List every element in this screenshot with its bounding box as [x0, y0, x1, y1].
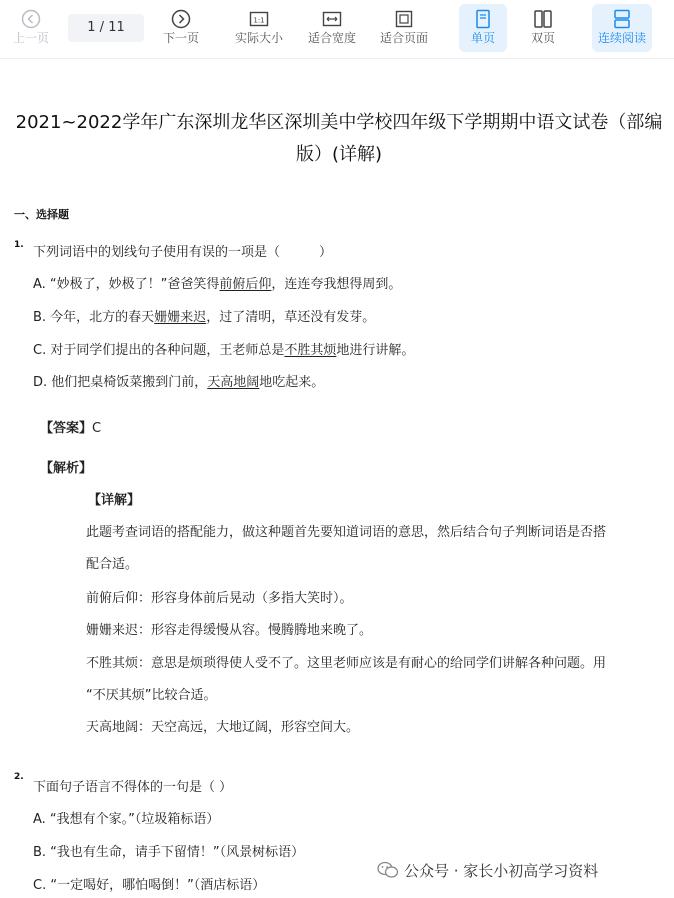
title-line-2: 版）(详解)	[295, 144, 383, 165]
option-d	[33, 371, 324, 390]
option-text: A. “妙极了，妙极了！”爸爸笑得	[33, 277, 220, 292]
actual-size-label: 实际大小	[234, 31, 283, 45]
detail-label: 【详解】	[88, 493, 141, 508]
page-total: 11	[108, 20, 125, 35]
answer-label: 【答案】	[40, 421, 93, 436]
continuous-reading-icon	[611, 8, 633, 30]
analysis-label: 【解析】	[40, 461, 93, 476]
fit-width-label: 适合宽度	[307, 31, 356, 45]
continuous-reading-label: 连续阅读	[597, 31, 646, 45]
actual-size-button[interactable]	[230, 4, 288, 52]
double-page-button[interactable]	[519, 4, 567, 52]
fit-page-icon	[393, 8, 415, 30]
option-text: B. 今年，北方的春天	[33, 310, 155, 325]
fit-width-button[interactable]	[303, 4, 361, 52]
chevron-right-circle-icon	[170, 8, 192, 30]
explanation-line: 姗姗来迟：形容走得缓慢从容。慢腾腾地来晚了。	[86, 623, 373, 638]
actual-size-icon	[248, 8, 270, 30]
next-page-button[interactable]	[158, 4, 204, 52]
underlined-word: 前俯后仰	[219, 277, 272, 292]
option-text: C. 对于同学们提出的各种问题，王老师总是	[33, 343, 285, 358]
fit-width-icon	[321, 8, 343, 30]
single-page-button[interactable]	[459, 4, 507, 52]
prev-page-label: 上一页	[12, 31, 49, 45]
wechat-icon	[377, 861, 399, 879]
chevron-left-circle-icon	[20, 8, 42, 30]
option-c	[33, 339, 414, 358]
option-a	[33, 273, 401, 292]
svg-text:1:1: 1:1	[253, 16, 265, 25]
option-text: 地吃起来。	[259, 375, 325, 390]
explanation-line: 配合适。	[86, 557, 139, 572]
explanation-line: “不厌其烦”比较合适。	[86, 688, 217, 703]
prev-page-button[interactable]	[8, 4, 54, 52]
option-a: A. “我想有个家。”（垃圾箱标语）	[33, 812, 220, 827]
explanation-line: 不胜其烦：意思是烦琐得使人受不了。这里老师应该是有耐心的给同学们讲解各种问题。用	[86, 656, 607, 671]
question-number: 2.	[14, 772, 24, 782]
single-page-label: 单页	[470, 31, 495, 45]
page-separator: /	[95, 20, 109, 35]
watermark-text: 公众号 · 家长小初高学习资料	[404, 862, 599, 880]
explanation-line: 此题考查词语的搭配能力，做这种题首先要知道词语的意思，然后结合句子判断词语是否搭	[86, 525, 607, 540]
question-stem: 下列词语中的划线句子使用有误的一项是（ ）	[33, 245, 333, 260]
section-heading: 一、选择题	[14, 208, 69, 221]
next-page-label: 下一页	[162, 31, 199, 45]
page-indicator[interactable]	[68, 14, 144, 42]
option-text: ，连连夸我想得周到。	[271, 277, 402, 292]
option-text: ，过了清明，草还没有发芽。	[206, 310, 376, 325]
option-b	[33, 306, 375, 325]
pdf-toolbar	[0, 0, 674, 59]
option-c: C. “一定喝好，哪怕喝倒！”（酒店标语）	[33, 878, 266, 893]
option-b: B. “我也有生命，请手下留情！”（风景树标语）	[33, 845, 305, 860]
explanation-line: 前俯后仰：形容身体前后晃动（多指大笑时）。	[86, 591, 353, 606]
underlined-word: 不胜其烦	[284, 343, 337, 358]
fit-page-label: 适合页面	[379, 31, 428, 45]
answer-value: C	[92, 421, 102, 436]
double-page-icon	[532, 8, 554, 30]
explanation-line: 天高地阔：天空高远，大地辽阔，形容空间大。	[86, 720, 360, 735]
option-text: 地进行讲解。	[336, 343, 415, 358]
answer-line	[40, 417, 101, 436]
question-number: 1.	[14, 240, 24, 250]
title-line-1: 2021~2022学年广东深圳龙华区深圳美中学校四年级下学期期中语文试卷（部编	[15, 112, 663, 133]
fit-page-button[interactable]	[375, 4, 433, 52]
document-title	[14, 107, 664, 171]
question-stem: 下面句子语言不得体的一句是（ ）	[33, 780, 233, 795]
underlined-word: 姗姗来迟	[154, 310, 207, 325]
single-page-icon	[472, 8, 494, 30]
option-text: D. 他们把桌椅饭菜搬到门前，	[33, 375, 208, 390]
page-current: 1	[87, 20, 96, 35]
double-page-label: 双页	[530, 31, 555, 45]
continuous-reading-button[interactable]	[592, 4, 652, 52]
underlined-word: 天高地阔	[207, 375, 260, 390]
